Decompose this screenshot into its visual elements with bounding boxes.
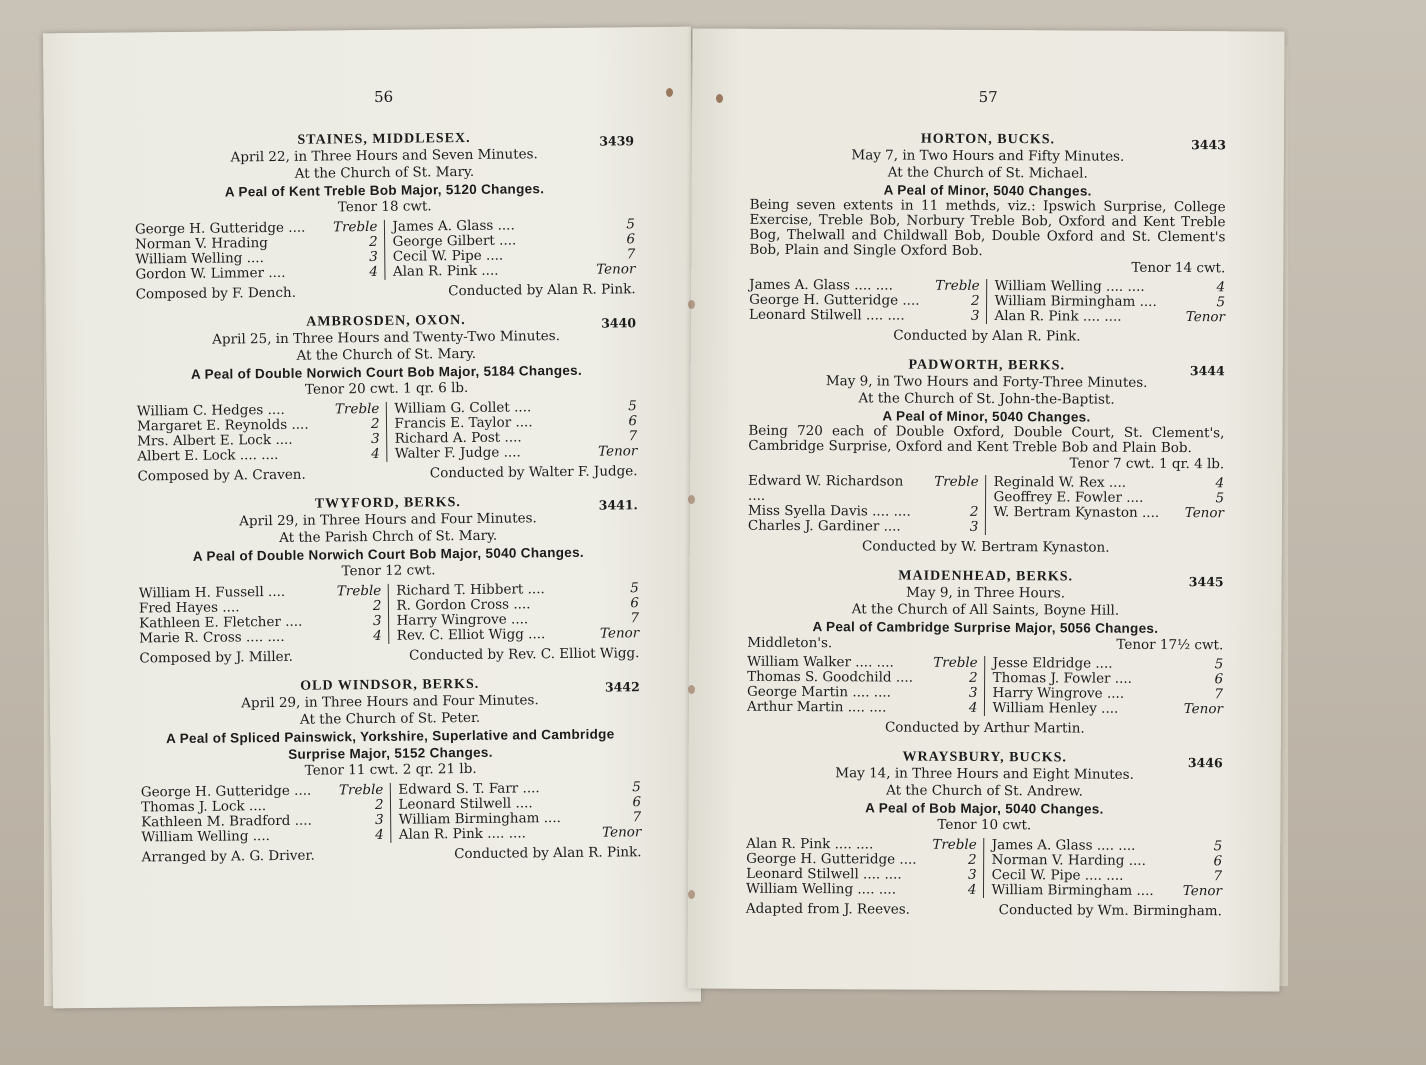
peal-detail: May 9, in Two Hours and Forty-Three Minutes. xyxy=(825,373,1148,391)
bell-number: 7 xyxy=(630,610,640,627)
peal-record xyxy=(136,311,638,484)
ringers-left-column xyxy=(749,278,986,324)
ringer-name: Margaret E. Reynolds .... xyxy=(136,416,309,435)
peal-detail: April 25, in Three Hours and Twenty-Two Minutes. xyxy=(212,328,561,348)
composer-credit: Composed by J. Miller. xyxy=(139,648,293,667)
bell-number: 7 xyxy=(632,809,642,826)
ringer-name: Richard A. Post .... xyxy=(394,429,522,447)
conductor-credit: Conducted by Arthur Martin. xyxy=(884,719,1085,737)
tenor-weight: Tenor 20 cwt. 1 qr. 6 lb. xyxy=(304,379,469,398)
bell-number: 3 xyxy=(374,811,384,828)
ringer-name: Harry Wingrove .... xyxy=(992,685,1125,702)
ringers-right-column xyxy=(982,838,1222,899)
peal-record xyxy=(746,749,1223,919)
conductor-credit: Conducted by Walter F. Judge. xyxy=(429,463,638,482)
ringer-name: William Birmingham .... xyxy=(994,293,1157,310)
bell-number: 4 xyxy=(968,699,978,716)
ringers-table xyxy=(139,581,640,646)
bell-number: 3 xyxy=(372,612,382,629)
ringer-name: Alan R. Pink .... .... xyxy=(994,308,1122,325)
bell-number: 7 xyxy=(1214,686,1224,703)
peal-record xyxy=(747,568,1224,737)
ringer-name: Jesse Eldridge .... xyxy=(992,655,1113,672)
page-number: 56 xyxy=(373,87,394,106)
ringer-row xyxy=(991,883,1222,899)
conductor-credit: Conducted by W. Bertram Kynaston. xyxy=(862,538,1110,556)
ringer-name: James A. Glass .... .... xyxy=(991,837,1136,854)
bell-number: Tenor xyxy=(596,261,636,278)
peal-title: TWYFORD, BERKS. xyxy=(314,495,461,512)
ringer-name: William C. Hedges .... xyxy=(136,401,285,420)
ringer-name: Reginald W. Rex .... xyxy=(993,474,1127,491)
peal-title: AMBROSDEN, OXON. xyxy=(306,313,466,330)
bell-number: Tenor xyxy=(598,443,638,460)
right-page xyxy=(687,28,1284,991)
binding-hole xyxy=(666,88,673,97)
tenor-row xyxy=(748,454,1224,472)
ringer-name: Rev. C. Elliot Wigg .... xyxy=(396,626,546,644)
ringer-name: William G. Collet .... xyxy=(394,399,532,417)
binding-hole xyxy=(688,300,695,309)
ringers-left-column xyxy=(137,402,386,465)
left-page-content xyxy=(43,27,700,881)
ringer-name: Thomas J. Lock .... xyxy=(140,798,267,816)
peal-note: Being 720 each of Double Oxford, Double Court, St. Clement's, Cambridge Surprise, Oxford and Kent Treble Bob and Plain Bob. xyxy=(748,422,1225,457)
ringer-name: Kathleen E. Fletcher .... xyxy=(139,613,303,632)
ringer-row xyxy=(992,701,1223,717)
bell-number: 6 xyxy=(632,794,642,811)
ringer-row xyxy=(748,474,979,505)
peal-method: A Peal of Minor, 5040 Changes. xyxy=(882,408,1091,425)
right-page-content xyxy=(688,28,1285,933)
ringer-row xyxy=(137,447,380,465)
peal-detail: April 29, in Three Hours and Four Minutes. xyxy=(241,692,539,712)
bell-number: 4 xyxy=(1215,475,1225,492)
ringer-name: Kathleen M. Bradford .... xyxy=(141,812,312,831)
ringer-name: Albert E. Lock .... .... xyxy=(137,446,279,465)
peal-method: A Peal of Double Norwich Court Bob Major, 5184 Changes. xyxy=(190,362,583,382)
bell-number: 5 xyxy=(626,216,636,233)
ringer-name: Gordon W. Limmer .... xyxy=(135,264,286,283)
bell-number: 2 xyxy=(970,292,980,309)
bell-number: 7 xyxy=(626,246,636,263)
ringers-table xyxy=(747,655,1223,717)
peal-detail: At the Church of All Saints, Boyne Hill. xyxy=(851,601,1120,619)
tenor-weight: Tenor 7 cwt. 1 qr. 4 lb. xyxy=(1069,455,1225,473)
peal-title: STAINES, MIDDLESEX. xyxy=(297,130,471,148)
ringer-name: William Welling .... .... xyxy=(994,278,1145,295)
ringer-name: Harry Wingrove .... xyxy=(396,611,529,629)
ringer-name: William Birmingham .... xyxy=(398,810,561,828)
bell-number: Treble xyxy=(934,473,979,490)
peal-number: 3444 xyxy=(1189,363,1225,379)
bell-number: 7 xyxy=(1213,868,1223,885)
bell-number: 2 xyxy=(368,233,378,251)
ringers-right-column xyxy=(389,780,641,843)
bell-number: Tenor xyxy=(599,625,640,642)
ringer-name: George H. Gutteridge .... xyxy=(749,291,920,309)
ringers-right-column xyxy=(387,581,639,644)
peal-number: 3439 xyxy=(599,133,635,149)
ringer-row xyxy=(749,308,980,324)
peal-number: 3443 xyxy=(1191,137,1226,153)
ringer-name: R. Gordon Cross .... xyxy=(396,596,531,614)
peal-footer xyxy=(141,844,641,865)
peal-record xyxy=(748,357,1225,556)
bell-number: 5 xyxy=(1213,838,1223,855)
bell-number: 2 xyxy=(374,796,384,813)
peal-title: MAIDENHEAD, BERKS. xyxy=(898,568,1074,585)
ringer-name: Arthur Martin .... .... xyxy=(746,698,887,716)
ringer-row xyxy=(746,882,977,898)
peal-title: WRAYSBURY, BUCKS. xyxy=(902,749,1067,766)
ringer-name: Richard T. Hibbert .... xyxy=(396,581,545,599)
peal-record xyxy=(134,129,636,302)
ringers-left-column xyxy=(746,837,983,898)
bell-number: 3 xyxy=(968,684,978,701)
ringer-name: Fred Hayes .... xyxy=(138,599,240,617)
peal-record xyxy=(140,675,642,865)
ringer-name: Thomas S. Goodchild .... xyxy=(747,668,914,686)
ringer-name: Cecil W. Pipe .... xyxy=(392,247,504,265)
bell-number: Treble xyxy=(334,400,380,418)
bell-number: Treble xyxy=(332,218,378,236)
peal-detail: At the Church of St. Mary. xyxy=(296,345,477,364)
bell-number: Treble xyxy=(932,836,977,853)
ringers-left-column xyxy=(141,783,390,846)
bell-number: 6 xyxy=(1213,853,1223,870)
ringer-row xyxy=(393,262,636,280)
ringer-name: Edward W. Richardson .... xyxy=(748,472,904,504)
conductor-credit: Conducted by Alan R. Pink. xyxy=(448,281,636,300)
page-number: 57 xyxy=(978,87,998,107)
ringers-right-column xyxy=(984,475,1224,536)
ringer-name: Leonard Stilwell .... .... xyxy=(746,865,902,883)
tenor-weight: Tenor 11 cwt. 2 qr. 21 lb. xyxy=(304,760,477,779)
bell-number: 6 xyxy=(628,413,638,430)
bell-number: Tenor xyxy=(1182,883,1223,900)
bell-hanger: Middleton's. xyxy=(747,634,833,652)
ringer-row xyxy=(747,700,978,716)
bell-number: 2 xyxy=(969,503,979,520)
peal-footer xyxy=(137,463,637,484)
ringers-table xyxy=(135,217,636,282)
bell-number: Treble xyxy=(935,277,980,294)
ringer-name: George Martin .... .... xyxy=(747,683,892,701)
binding-hole xyxy=(688,685,695,694)
peal-record xyxy=(749,131,1226,345)
ringer-row xyxy=(141,828,384,846)
tenor-weight: Tenor 10 cwt. xyxy=(937,816,1032,834)
left-page xyxy=(43,27,701,1009)
peal-detail: May 14, in Three Hours and Eight Minutes. xyxy=(835,765,1134,783)
ringers-table xyxy=(749,278,1225,325)
peal-title: HORTON, BUCKS. xyxy=(920,131,1056,148)
ringer-name: Mrs. Albert E. Lock .... xyxy=(137,431,293,450)
bell-number: 2 xyxy=(370,415,380,433)
ringer-row xyxy=(397,626,640,644)
peal-method: A Peal of Kent Treble Bob Major, 5120 Changes. xyxy=(224,181,545,200)
bell-number: Tenor xyxy=(1183,701,1224,718)
ringer-name: Alan R. Pink .... .... xyxy=(398,825,526,843)
ringer-name: William H. Fussell .... xyxy=(138,583,286,602)
bell-number: Treble xyxy=(338,781,384,799)
peal-footer xyxy=(746,901,1222,919)
ringers-right-column xyxy=(983,656,1223,717)
peal-title: PADWORTH, BERKS. xyxy=(908,357,1066,374)
peal-number: 3442 xyxy=(604,679,640,695)
ringers-table xyxy=(746,837,1222,899)
conductor-credit: Conducted by Rev. C. Elliot Wigg. xyxy=(409,645,640,664)
composer-credit: Composed by A. Craven. xyxy=(137,466,306,485)
ringer-name: Leonard Stilwell .... xyxy=(398,795,533,813)
bell-number: 5 xyxy=(1214,656,1224,673)
ringer-name: Norman V. Hrading xyxy=(135,235,268,253)
ringer-name: William Henley .... xyxy=(992,700,1119,717)
ringer-name: Edward S. T. Farr .... xyxy=(398,780,540,798)
tenor-row xyxy=(747,635,1223,653)
peal-method: A Peal of Minor, 5040 Changes. xyxy=(883,182,1092,199)
peal-detail: April 22, in Three Hours and Seven Minutes. xyxy=(230,146,538,166)
peal-detail: At the Church of St. Michael. xyxy=(887,164,1088,182)
composer-credit: Adapted from J. Reeves. xyxy=(745,900,910,918)
ringer-name: George H. Gutteridge .... xyxy=(140,782,312,801)
peal-record xyxy=(138,493,640,666)
ringers-table xyxy=(748,474,1224,536)
ringer-name: James A. Glass .... .... xyxy=(749,276,893,294)
bell-number: 4 xyxy=(967,881,977,898)
peal-number: 3440 xyxy=(601,315,637,331)
bell-number: 6 xyxy=(630,595,639,612)
ringers-table xyxy=(141,780,642,845)
ringer-name: Alan R. Pink .... .... xyxy=(746,835,874,853)
ringer-name: William Welling .... xyxy=(141,828,270,846)
bell-number: 5 xyxy=(1215,490,1225,507)
ringer-name: Walter F. Judge .... xyxy=(394,444,521,462)
ringers-table xyxy=(137,399,638,464)
bell-number: 4 xyxy=(375,826,384,843)
peal-number: 3446 xyxy=(1187,755,1223,771)
peal-detail: April 29, in Three Hours and Four Minutes. xyxy=(239,510,537,530)
ringers-right-column xyxy=(383,217,635,280)
ringers-left-column xyxy=(139,584,388,647)
bell-number: 6 xyxy=(626,231,636,248)
composer-credit: Arranged by A. G. Driver. xyxy=(141,847,315,866)
bell-number: 3 xyxy=(967,866,977,883)
ringer-name: Cecil W. Pipe .... .... xyxy=(991,867,1124,884)
ringer-name: Francis E. Taylor .... xyxy=(394,414,533,432)
peal-number: 3445 xyxy=(1188,574,1224,590)
bell-number: 6 xyxy=(1214,671,1224,688)
ringer-row xyxy=(135,265,378,283)
bell-number: 2 xyxy=(968,851,977,868)
bell-number: 4 xyxy=(1216,279,1226,296)
ringer-row xyxy=(399,825,642,843)
peal-footer xyxy=(749,327,1225,345)
ringer-name: Alan R. Pink .... xyxy=(392,262,499,280)
bell-number: 5 xyxy=(630,580,639,597)
bell-number: 3 xyxy=(369,248,378,266)
ringer-name: Marie R. Cross .... .... xyxy=(139,628,285,647)
ringers-right-column xyxy=(385,399,637,462)
peal-detail: At the Church of St. John-the-Baptist. xyxy=(858,390,1115,408)
ringer-name: George Gilbert .... xyxy=(392,232,517,250)
ringer-name: Thomas J. Fowler .... xyxy=(992,670,1133,687)
bell-number: Tenor xyxy=(601,824,642,841)
ringer-row xyxy=(748,519,979,535)
tenor-weight: Tenor 18 cwt. xyxy=(337,198,432,216)
tenor-weight: Tenor 14 cwt. xyxy=(1131,259,1226,277)
bell-number: 5 xyxy=(632,779,641,796)
ringer-name: Norman V. Harding .... xyxy=(991,852,1146,869)
peal-method: A Peal of Spliced Painswick, Yorkshire, Superlative and Cambridge Surprise Major, 5152 Changes. xyxy=(166,726,615,762)
ringer-name: William Walker .... .... xyxy=(747,653,894,671)
peal-method: A Peal of Double Norwich Court Bob Major, 5040 Changes. xyxy=(192,544,584,564)
peal-footer xyxy=(748,538,1224,556)
ringer-name: George H. Gutteridge .... xyxy=(746,850,917,868)
peal-detail: At the Church of St. Mary. xyxy=(294,163,475,182)
composer-credit: Composed by F. Dench. xyxy=(135,284,297,303)
bell-number: 3 xyxy=(970,307,980,324)
peal-number: 3441. xyxy=(598,497,638,513)
binding-hole xyxy=(688,495,695,504)
ringer-row xyxy=(395,444,638,462)
conductor-credit: Conducted by Alan R. Pink. xyxy=(893,327,1081,345)
ringer-name: James A. Glass .... xyxy=(392,217,515,235)
bell-number: Treble xyxy=(336,582,382,600)
bell-number: 4 xyxy=(369,263,379,281)
binding-hole xyxy=(716,94,723,103)
tenor-weight: Tenor 17½ cwt. xyxy=(1116,636,1224,654)
ringers-left-column xyxy=(135,220,384,283)
tenor-row xyxy=(749,258,1225,276)
ringer-name: George H. Gutteridge .... xyxy=(134,219,306,238)
peal-detail: May 7, in Two Hours and Fifty Minutes. xyxy=(851,147,1125,165)
ringers-left-column xyxy=(747,655,984,716)
bell-number: 5 xyxy=(1216,294,1226,311)
ringer-name: Leonard Stilwell .... .... xyxy=(748,306,905,324)
ringer-name: Miss Syella Davis .... .... xyxy=(747,502,911,520)
peal-detail: At the Church of St. Peter. xyxy=(299,709,481,728)
peal-detail: May 9, in Three Hours. xyxy=(906,584,1066,602)
ringer-name: William Birmingham .... xyxy=(991,882,1154,899)
bell-number: 3 xyxy=(371,430,380,448)
ringer-row xyxy=(993,505,1224,521)
peal-footer xyxy=(139,645,639,666)
bell-number: Tenor xyxy=(1184,505,1225,522)
conductor-credit: Conducted by Wm. Birmingham. xyxy=(998,902,1222,920)
peal-detail: At the Church of St. Andrew. xyxy=(886,782,1083,800)
bell-number: 4 xyxy=(373,627,382,644)
ringer-name: Charles J. Gardiner .... xyxy=(747,517,901,535)
ringer-row xyxy=(994,309,1225,325)
conductor-credit: Conducted by Alan R. Pink. xyxy=(454,844,642,863)
ringers-right-column xyxy=(985,279,1225,325)
bell-number: 3 xyxy=(969,518,979,535)
bell-number: Treble xyxy=(933,654,978,671)
tenor-weight: Tenor 12 cwt. xyxy=(341,562,436,580)
peal-footer xyxy=(136,281,636,302)
peal-method: A Peal of Cambridge Surprise Major, 5056 Changes. xyxy=(812,619,1159,636)
peal-detail: At the Parish Chrch of St. Mary. xyxy=(279,527,498,546)
peal-note: Being seven extents in 11 methds, viz.: Ipswich Surprise, College Exercise, Treble Bob, Norbury Treble Bob, Oxford and Kent Treble Bog, Thelwall and Childwall Bob, Double Oxford and St. Clement's Bob, Plain and Single Oxford Bob. xyxy=(749,196,1226,259)
bell-number: 2 xyxy=(968,669,978,686)
bell-number: 4 xyxy=(371,445,380,463)
binding-hole xyxy=(688,890,695,899)
ringer-name: Geoffrey E. Fowler .... xyxy=(993,489,1144,506)
ringer-row xyxy=(139,629,382,647)
peal-method: A Peal of Bob Major, 5040 Changes. xyxy=(865,800,1104,817)
ringer-name: William Welling .... .... xyxy=(745,880,897,898)
ringers-left-column xyxy=(748,474,985,535)
ringer-name: William Welling .... xyxy=(135,250,264,268)
peal-footer xyxy=(747,719,1223,737)
bell-number: 2 xyxy=(372,597,382,614)
bell-number: 5 xyxy=(628,398,637,415)
bell-number: Tenor xyxy=(1185,309,1226,326)
peal-title: OLD WINDSOR, BERKS. xyxy=(300,676,480,694)
ringer-name: W. Bertram Kynaston .... xyxy=(993,504,1160,521)
bell-number: 7 xyxy=(628,428,638,445)
